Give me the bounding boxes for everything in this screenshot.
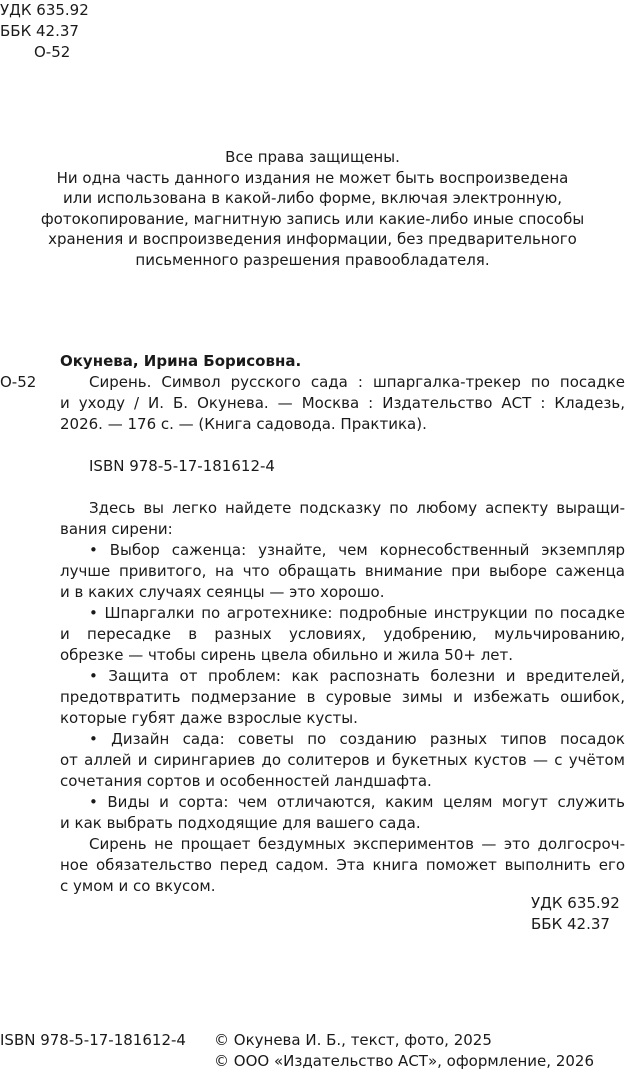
udk-code: УДК 635.92 (531, 894, 620, 912)
annotation-line: предотвратить подмерзание в суровые зимы и избежать ошибок, (60, 688, 625, 706)
copyright-block (214, 1030, 594, 1072)
annotation-line: • Дизайн сада: советы по созданию разных типов посадок (89, 730, 625, 748)
footer-isbn: ISBN 978-5-17-181612-4 (0, 1031, 186, 1049)
annotation (60, 498, 625, 897)
annotation-line: ное обязательство перед садом. Эта книга поможет выполнить его (60, 856, 625, 874)
rights-line: хранения и воспроизведения информации, без предварительного (48, 230, 577, 248)
isbn: ISBN 978-5-17-181612-4 (89, 457, 275, 475)
udk-code: УДК 635.92 (0, 1, 89, 19)
annotation-line: • Защита от проблем: как распознать болезни и вредителей, (89, 667, 625, 685)
annotation-line: и как выбрать подходящие для вашего сада. (60, 814, 421, 832)
rights-notice (0, 147, 625, 270)
annotation-line: и в каких случаях сеянцы — это хорошо. (60, 583, 385, 601)
top-classification-codes (0, 0, 100, 63)
annotation-line: и пересадке в разных условиях, удобрению, мульчированию, (60, 625, 625, 643)
annotation-line: Здесь вы легко найдете подсказку по любому аспекту выращи- (89, 499, 625, 517)
bibliographic-description (60, 372, 625, 435)
annotation-line: сочетания сортов и особенностей ландшафта. (60, 772, 432, 790)
author-mark: О-52 (34, 43, 71, 61)
annotation-line: с умом и со вкусом. (60, 877, 216, 895)
bbk-code: ББК 42.37 (531, 915, 610, 933)
biblio-line: и уходу / И. Б. Окунева. — Москва : Издательство АСТ : Кладезь, (60, 394, 625, 412)
annotation-line: • Виды и сорта: чем отличаются, каким целям могут служить (89, 793, 625, 811)
annotation-line: • Выбор саженца: узнайте, чем корнесобственный экземпляр (89, 541, 625, 559)
biblio-line: 2026. — 176 с. — (Книга садовода. Практика). (60, 415, 427, 433)
bbk-code: ББК 42.37 (0, 22, 79, 40)
copyright-text: © Окунева И. Б., текст, фото, 2025 (214, 1031, 492, 1049)
rights-line: письменного разрешения правообладателя. (135, 250, 490, 269)
annotation-line: лучше привитого, на что обращать внимание при выборе саженца (60, 562, 625, 580)
annotation-line: обрезке — чтобы сирень цвела обильно и жила 50+ лет. (60, 646, 514, 664)
annotation-line: которые губят даже взрослые кусты. (60, 709, 358, 727)
bottom-classification-codes (531, 893, 625, 935)
rights-line: Все права защищены. (225, 148, 400, 166)
annotation-line: вания сирени: (60, 520, 173, 538)
author-heading: Окунева, Ирина Борисовна. (60, 352, 302, 370)
annotation-line: от аллей и сирингариев до солитеров и букетных кустов — с учётом (60, 751, 625, 769)
rights-line: или использована в какой-либо форме, включая электронную, (63, 189, 562, 207)
rights-line: фотокопирование, магнитную запись или какие-либо иные способы (40, 209, 585, 228)
rights-line: Ни одна часть данного издания не может быть воспроизведена (56, 168, 569, 187)
author-mark-side: О-52 (0, 373, 37, 391)
annotation-line: Сирень не прощает бездумных экспериментов — это долгосроч- (89, 835, 625, 853)
copyright-publisher: © ООО «Издательство АСТ», оформление, 2026 (214, 1052, 594, 1070)
annotation-line: • Шпаргалки по агротехнике: подробные инструкции по посадке (89, 604, 625, 622)
biblio-line: Сирень. Символ русского сада : шпаргалка-трекер по посадке (89, 373, 625, 391)
